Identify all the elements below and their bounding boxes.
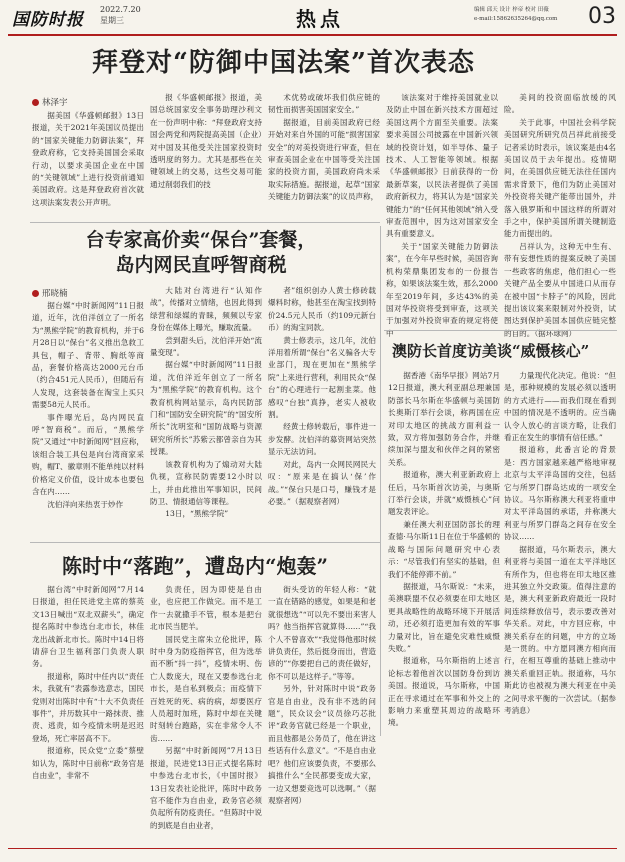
paragraph: 另据“中时新闻网”7月13日报道，民进党13日正式提名陈时中参选台北市长，《中国时报》13日发表社论批评，陈时中政务官不能作为自由业，政务官必须负起所有防疫责任。“但陈时中说的到底是自由业者， bbox=[150, 746, 262, 830]
paragraph: 尝到甜头后，沈伯洋开始“流量变现”。 bbox=[150, 335, 262, 358]
paragraph: 报道称，澳大利亚新政府上任后，马尔斯首次访美，与奥斯汀举行会谈，并就“威慑核心”问题发表评论。 bbox=[388, 470, 500, 517]
section-title: 热点 bbox=[296, 7, 344, 31]
paragraph: 13日，“黑熊学院” bbox=[165, 509, 229, 519]
paragraph: 关于此事，中国社会科学院美国研究所研究员吕祥此前接受记者采访时表示，该议案是由4名美国议员于去年提出。疫情期间，在美国供应链无法往任国内需求背景下，他们为防止美国对外投资将关键产能带出国外，并落入俄罗斯和中国这样的所谓对手之中，保护美国所谓关键制造能力而提出的。 bbox=[504, 117, 616, 239]
paragraph: 经黄士修转载后，事件进一步发酵。沈伯洋的募资网站突然显示无法访问。 bbox=[268, 422, 376, 457]
article2-byline: 邢晓楠 bbox=[32, 287, 68, 299]
header-rule bbox=[8, 34, 617, 36]
article4-headline: 陈时中“落跑”，遭岛内“炮轰” bbox=[62, 554, 329, 578]
paragraph: 对此，岛内一众网民网民大叹：“原来是在搞认‘保’作战。”“保台只是口号，赚钱才是必要。”（据观察者网） bbox=[268, 459, 376, 506]
paragraph: 沈伯洋向来热衷于炒作 bbox=[47, 499, 124, 509]
article1-col2: 报《华盛顿邮报》报道，美国总统国家安全事务助理沙利文在一份声明中称：“拜登政府支持国会两党和两院提高美国（企业）对中国及其他受关注国家投资时透明度的努力。尤其是那些在关键领域上的交易，这些交易可能通过削弱我们的技 bbox=[150, 93, 262, 189]
paragraph: 据报道，目前美国政府已经开始对来自外国的可能“损害国家安全”的对美投资进行审查，但在审查美国企业在中国等受关注国家的投资方面，美国政府尚未采取实际措施。据报道，起草“国家关键能力防御法案”的议员声称， bbox=[268, 117, 380, 202]
divider bbox=[30, 542, 380, 543]
paper-logo: 国防时报 bbox=[12, 10, 84, 30]
article1-byline: 林泽宇 bbox=[32, 96, 68, 108]
article1-col5: 美间的投资面临放缓的风险。 关于此事，中国社会科学院美国研究所研究员吕祥此前接受记者采访时表示，该议案是由4名美国议员于去年提出。疫情期间，在美国供应链无法往任国内需求背景下，他们为防止美国对外投资将关键产能带出国外，并落入俄罗斯和中国这样的所谓对手之中，保护美国所谓关键制造能力而提出的。 吕祥认为，这种无中生有、带有妄想性质的提案反映了美国一些政客的焦虑，他们担心一些关键产品全要从中国进口从而存在被中国“卡脖子”的风险，因此提出该议案来限制对外投资，试图达到保护美国本国供应链完整的目的。（据环球网） bbox=[504, 92, 616, 320]
footer-rule bbox=[8, 848, 617, 849]
paragraph: 吕祥认为，这种无中生有、带有妄想性质的提案反映了美国一些政客的焦虑，他们担心一些关键产品全要从中国进口从而存在被中国“卡脖子”的风险，因此提出该议案来限制对外投资，试图达到保护美国本国供应链完整的目的。（据环球网） bbox=[504, 241, 616, 338]
paragraph: 据报道，马尔斯表示，澳大利亚将与美国一道在太平洋地区有所作为，但也将在印太地区推进其独立外交政策。值得注意的是，澳大利亚新政府最近一段时间连续释放信号，表示要改善对华关系。对此，中方回应称，中澳关系存在的问题，中方的立场是一贯的。中方愿同澳方相向而行，在相互尊重的基础上推动中澳关系重回正轨。报道称，马尔斯此访也被视为澳大利亚在中美之间寻求平衡的一次尝试。（据参考消息） bbox=[504, 544, 616, 715]
article3-col2: 力量现代化决定。他说：“但是，那种规模的发展必须以透明的方式进行——而我们现在看到中国的情况是不透明的。应当确认令人放心的言谈方略，让我们看正在发生的事情有信任感。” 报道称，此番言论的背景是：西方国家越来越严格地审视北京与太平洋岛国的交往，包括它与所罗门群岛达成的一项安全协议。马尔斯称澳大利亚将重申对太平洋岛国的承诺，并称澳大利亚与所罗门群岛之间存在安全协议…… 据报道，马尔斯表示，澳大利亚将与美国一道在太平洋地区有所作为，但也将在印太地区推进其独立外交政策。值得注意的是，澳大利亚新政府最近一段时间连续释放信号，表示要改善对华关系。对此，中方回应称，中澳关系存在的问题，中方的立场是一贯的。中方愿同澳方相向而行，在相互尊重的基础上推动中澳关系重回正轨。报道称，马尔斯此访也被视为澳大利亚在中美之间寻求平衡的一次尝试。（据参考消息） bbox=[504, 370, 616, 840]
issue-date: 2022.7.20 星期三 bbox=[100, 5, 141, 25]
byline-dot-icon bbox=[32, 290, 39, 297]
divider bbox=[30, 222, 380, 223]
article2-col2: 大陆对台湾进行“认知作战”，传播对立情绪，也因此得到绿营和绿媒的青睐，频频以专家身份在媒体上曝光，赚取流量。 尝到甜头后，沈伯洋开始“流量变现”。 据台媒“中时新闻网”11日报道，沈伯洋近年创立了一所名为“黑熊学院”的教育机构。这个教育机构网站显示，岛内民防部门和“国防安全研究院”的“国安所所长”沈明室和“国防战略与资源研究所所长”苏紫云都曾亲自为其授课。 该教育机构为了煽动对大陆仇视，宣称民防需要12小时以上，并由此推出军事知识，民间防卫、情报通信等课程。 13日，“黑熊学院” bbox=[150, 285, 262, 535]
article4-col2: 负责任，因为即使是自由业，也应把工作做完。而不是工作一去就撒手不管，根本是把台北市民当肥羊。 国民党主席朱立伦批评，陈时中身为防疫指挥官，但为选举而不断“抖一抖”，疫情未明、伤亡人数庞大，现在又要参选台北市长，是自私到极点；而疫情下百姓死的死、病的病，却要医疗人员超时加班，陈时中却在关键时刻转台跑路，实在非常令人不齿…… 另据“中时新闻网”7月13日报道，民进党13日正式提名陈时中参选台北市长，《中国时报》13日发表社论批评，陈时中政务官不能作为自由业，政务官必须负起所有防疫责任。“但陈时中说的到底是自由业者， bbox=[150, 584, 262, 840]
paragraph: 该教育机构为了煽动对大陆仇视，宣称民防需要12小时以上，并由此推出军事知识，民间防卫、情报通信等课程。 bbox=[150, 459, 262, 506]
byline-dot-icon bbox=[32, 99, 39, 106]
article2-col3: 者”组织创办人黄士修砖载爆料时称，他甚至在淘宝找到特价24.5元人民币（约109元新台币）的淘宝同款。 黄士修表示，这几年，沈伯洋用着所谓“保台”名义骗各大专业部门，现在更加在“黑熊学院”上来进行营利，利用民众“保台”的心理进行一起割韭菜。他感叹“台独”真挣，老实人被收割。 经黄士修转载后，事件进一步发酵。沈伯洋的募资网站突然显示无法访问。 对此，岛内一众网民网民大叹：“原来是在搞认‘保’作战。”“保台只是口号，赚钱才是必要。”（据观察者网） bbox=[268, 285, 376, 535]
paragraph: 国民党主席朱立伦批评，陈时中身为防疫指挥官，但为选举而不断“抖一抖”，疫情未明、伤亡人数庞大，现在又要参选台北市长，是自私到极点；而疫情下百姓死的死、病的病，却要医疗人员超时加班，陈时中却在关键时刻转台跑路，实在非常令人不齿…… bbox=[150, 634, 262, 743]
paragraph: 据报道，马尔斯说：“未来，美澳联盟不仅必须要在印太地区更具战略性的战略环境下开展活动，还必须打造更加有效的军事力量对比，旨在避免灾难性威慑失败。” bbox=[388, 581, 500, 653]
paragraph: 报道称，马尔斯指的上述言论标志着他首次以国防身份到访美国。报道说，马尔斯称，中国正在寻求通过在军事和外交上的影响力来重塑其周边的战略环境。 bbox=[388, 656, 500, 728]
article2-col1: 据台媒“中时新闻网”11日报道，近年，沈伯洋创立了一所名为“黑熊学院”的教育机构，并于6月28日以“保台”名义推出急救工具包，帽子、背带、胸纸等商品，套餐价格高达2000元台币（约合451元人民币），但随后有人发现，这套装备在淘宝上买只需要58元人民币。 事件曝光后，岛内网民直呼“智商税”。而后，“黑熊学院”又通过“中时新闻网”回应称，该组合装工具包是向台湾商家采购，帽T、徽章则不能单纯以材料价格定义价值，设计成本也要包含在内…… 沈伯洋向来热衷于炒作 bbox=[32, 300, 144, 535]
article3-headline: 澳防长首度访美谈“威慑核心” bbox=[392, 342, 590, 360]
paragraph: 关于“国家关键能力防御法案”，在今年早些时候，美国咨询机构荣鼎集团发布的一份报告称，如果该法案生效，那么2000年至2019年间，多达43%的美国对华投资将受到审查，这项关于加强对外投资审查的规定将使中 bbox=[386, 241, 498, 338]
paragraph: 事件曝光后，岛内网民直呼“智商税”。而后，“黑熊学院”又通过“中时新闻网”回应称，该组合装工具包是向台湾商家采购，帽T、徽章则不能单纯以材料价格定义价值，设计成本也要包含在内…… bbox=[32, 412, 144, 497]
article2-headline: 台专家高价卖“保台”套餐， 岛内网民直呼智商税 bbox=[85, 229, 317, 276]
article4-col3: 街头受访的年轻人称：“就一直在错路的感觉，如果是和老就很想选”“可以先不要出来害人吗？他当指挥官就算得……”“我个人不曾喜欢”“我觉得他那时候讲负责任，然后挺身而出，营造谚的”“你要把自己的责任做好，你不可以是这样子。”等等。 另外，针对陈时中说“政务官是自由业，没有非不选的问题”，民众议会“议员徐巧芯批评“政务官就已经是一个职业，而且他都是公务员了，他在讲这些话有什么意义”。“不是自由业吧？他们应该要负责，不要那么搞推什么“全民都要变成大家，一边又想要竞选可以选啊。”（据观察者网） bbox=[268, 584, 376, 840]
divider bbox=[384, 330, 617, 331]
paragraph: 兼任澳大利亚国防部长的理查德·马尔斯11日在位于华盛顿的战略与国际问题研究中心表示：“尽管我们有坚实的基础，但我们不能停滞不前。” bbox=[388, 519, 500, 579]
article1-col1: 据美国《华盛顿邮报》13日报道，关于2021年美国议员提出的“国家关键能力防御法案”，拜登政府称，它支持美国国会采取行动，以要求美国企业在中国的“关键领域”上进行投资前通知美国政府。这是拜登政府首次就这项法案发表公开声明。 bbox=[32, 111, 144, 207]
masthead bbox=[0, 0, 625, 36]
paragraph: 黄士修表示，这几年，沈伯洋用着所谓“保台”名义骗各大专业部门，现在更加在“黑熊学院”上来进行营利，利用民众“保台”的心理进行一起割韭菜。他感叹“台独”真挣，老实人被收割。 bbox=[268, 335, 376, 420]
article1-col3: 术优势或破坏我们供应链的韧性而损害美国国家安全。” 据报道，目前美国政府已经开始对来自外国的可能“损害国家安全”的对美投资进行审查，但在审查美国企业在中国等受关注国家的投资方面，美国政府尚未采取实际措施。据报道，起草“国家关键能力防御法案”的议员声称， bbox=[268, 92, 380, 216]
paragraph: 据台媒“中时新闻网”11日报道，沈伯洋近年创立了一所名为“黑熊学院”的教育机构。这个教育机构网站显示，岛内民防部门和“国防安全研究院”的“国安所所长”沈明室和“国防战略与资源研究所所长”苏紫云都曾亲自为其授课。 bbox=[150, 360, 262, 457]
article4-col1: 据台湾“中时新闻网”7月14日报道，担任民进党主席的蔡英文13日喊出“双北双薪头”，确定提名陈时中参选台北市长，林佳龙出战新北市长。陈时中14日将请辞台卫生福利部门负责人职务。 报道称，陈时中任内以“责任未，我就有”表露参选意志，国民党则对出陈时中有“十大不负责任事件”，并历数其中一路抹责、推责、逃责，如今疫情未明是迟迟登场，死亡率居高不下。 报道称，民众党“立委”蔡壁如认为，陈时中日前称“政务官是自由业”，非常不 bbox=[32, 584, 144, 840]
paragraph: 另外，针对陈时中说“政务官是自由业，没有非不选的问题”，民众议会“议员徐巧芯批评“政务官就已经是一个职业，而且他都是公务员了，他在讲这些话有什么意义”。“不是自由业吧？他们应该要负责，不要那么搞推什么“全民都要变成大家，一边又想要竞选可以选啊。”（据观察者网） bbox=[268, 684, 376, 805]
paragraph: 报道称，陈时中任内以“责任未，我就有”表露参选意志，国民党则对出陈时中有“十大不负责任事件”，并历数其中一路抹责、推责、逃责，如今疫情未明是迟迟登场，死亡率居高不下。 bbox=[32, 671, 144, 743]
article3-col1: 据香港《南华早报》网站7月12日报道，澳大利亚副总理兼国防部长马尔斯在华盛顿与美国防长奥斯汀举行会谈，称两国在应对印太地区的挑战方面利益一致，双方将加强防务合作，并继续加深与盟友和伙伴之间的紧密关系。 报道称，澳大利亚新政府上任后，马尔斯首次访美，与奥斯汀举行会谈，并就“威慑核心”问题发表评论。 兼任澳大利亚国防部长的理查德·马尔斯11日在位于华盛顿的战略与国际问题研究中心表示：“尽管我们有坚实的基础，但我们不能停滞不前。” 据报道，马尔斯说：“未来，美澳联盟不仅必须要在印太地区更具战略性的战略环境下开展活动，还必须打造更加有效的军事力量对比，旨在避免灾难性威慑失败。” 报道称，马尔斯指的上述言论标志着他首次以国防身份到访美国。报道说，马尔斯称，中国正在寻求通过在军事和外交上的影响力来重塑其周边的战略环境。 bbox=[388, 370, 500, 840]
credits: 编辑 邱天 设计 梓帝 校对 田薇 e-mail:15862635264@qq.com bbox=[474, 7, 558, 22]
paragraph: 报道称，此番言论的背景是：西方国家越来越严格地审视北京与太平洋岛国的交往，包括它与所罗门群岛达成的一项安全协议。马尔斯称澳大利亚将重申对太平洋岛国的承诺，并称澳大利亚与所罗门群岛之间存在安全协议…… bbox=[504, 445, 616, 542]
paragraph: 报道称，民众党“立委”蔡壁如认为，陈时中日前称“政务官是自由业”，非常不 bbox=[32, 746, 144, 781]
page-number: 03 bbox=[588, 4, 616, 29]
divider bbox=[380, 226, 381, 736]
article1-col4: 该法案对于维持美国就业以及防止中国在新兴技术方面超过美国这两个方面至关重要。法案要求美国公司披露在中国新兴领域的投资计划，如半导体、量子技术、人工智能等领域。根据《华盛顿邮报》日前获得的一份最新草案，以民法者提供了美国政府新权力，将其认为是“国家关键能力”的“任何其他领域”纳入受审查范围中，因为这对国家安全具有重要意义。 关于“国家关键能力防御法案”，在今年早些时候，美国咨询机构荣鼎集团发布的一份报告称，如果该法案生效，那么2000年至2019年间，多达43%的美国对华投资将受到审查，这项关于加强对外投资审查的规定将使中 bbox=[386, 92, 498, 284]
article1-headline: 拜登对“防御中国法案”首次表态 bbox=[92, 48, 475, 78]
